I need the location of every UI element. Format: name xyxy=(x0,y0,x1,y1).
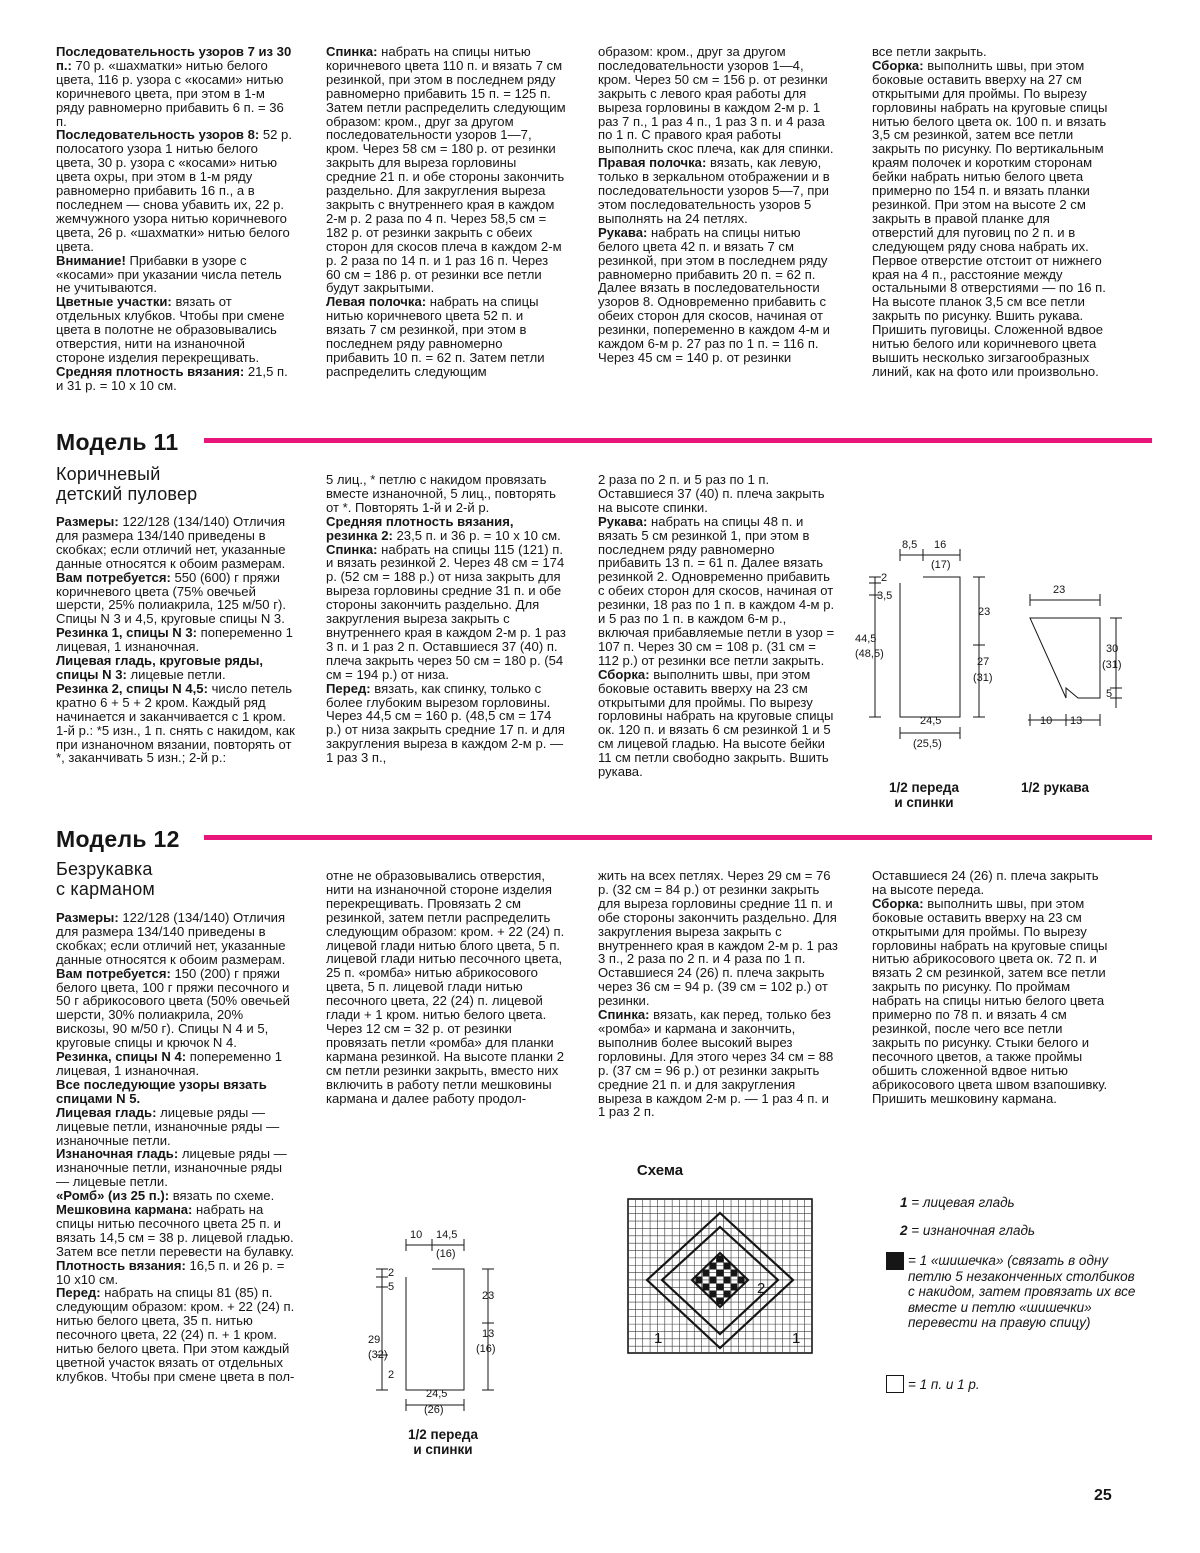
paragraph xyxy=(56,1189,296,1203)
paragraph xyxy=(326,869,566,1105)
d12-label-f: 23 xyxy=(482,1290,495,1302)
paragraph-text: 122/128 (134/140) Отличия для размера 134/140 приведены в скобках; если отличий нет, указанные данные относятся к обоим размерам. xyxy=(56,910,286,967)
model-12-front-pattern-diagram xyxy=(368,1225,508,1415)
paragraph xyxy=(56,1203,296,1259)
paragraph-heading: Перед: xyxy=(326,680,371,696)
paragraph-text: число петель кратно 6 + 5 + 2 кром. Каждый ряд начинается и заканчивается с 1 кром. 1-й р.: *5 изн., 1 п. снять с накидом, как при изнаночном вязании, повторять от *, заканчивать 5 изн.; 2-й р.: xyxy=(56,680,295,766)
model-12-subtitle-line1: Безрукавка xyxy=(56,859,153,879)
paragraph-text: вязать по схеме. xyxy=(169,1188,275,1204)
paragraph-heading: Правая полочка: xyxy=(598,155,707,171)
bobble-cell xyxy=(710,1291,717,1298)
paragraph-heading: Изнаночная гладь: xyxy=(56,1146,179,1162)
d11s-label-a: 23 xyxy=(1053,584,1066,596)
paragraph-heading: Спинка: xyxy=(326,44,378,59)
d11-label-a: 8,5 xyxy=(902,539,918,551)
d11-label-j: (31) xyxy=(973,672,993,684)
paragraph xyxy=(872,59,1112,379)
paragraph xyxy=(326,295,566,378)
model-12-column-4 xyxy=(872,869,1112,1144)
d12-label-i: 13 xyxy=(482,1328,495,1340)
paragraph-text: 23,5 п. и 36 р. = 10 х 10 см. xyxy=(392,527,561,543)
paragraph xyxy=(56,571,296,627)
paragraph-text: набрать на спицы нитью песочного цвета 25 п. и вязать 14,5 см = 38 р. лицевой гладью. Затем все петли перевести на булавку. xyxy=(56,1202,294,1259)
model-11-subtitle-line1: Коричневый xyxy=(56,464,161,484)
paragraph-text: выполнить швы, при этом боковые оставить вверху на 27 см открытыми для проймы. По вырезу горловины набрать на круговые спицы нитью белого цвета ок. 100 п. и вязать 3,5 см резинкой, затем все петли закрыть по рисунку. По вертикальным краям полочек и коротким сторонам бейки набрать нитью белого цвета примерно по 154 п. и вязать планки резинкой. При этом на высоте 2 см закрыть в правой планке для отверстий для пуговиц по 2 п. и в следующем ряду снова набрать их. Первое отверстие отстоит от нижнего края на 4 п., расстояние между остальными 8 отверстиями — по 16 п. На высоте планок 3,5 см все петли закрыть по рисунку. Вшить рукава. Пришить пуговицы. Сложенной вдвое нитью белого или коричневого цвета вышить несколько зигзагообразных линий, как на фото или произвольно. xyxy=(872,57,1108,379)
d12-label-l: 24,5 xyxy=(426,1388,448,1400)
paragraph-text: набрать на спицы нитью коричневого цвета 52 п. и вязать 7 см резинкой, при этом в последнем ряду равномерно прибавить 10 п. = 62 п. Затем петли распределить следующим xyxy=(326,294,545,379)
d12-label-b: 14,5 xyxy=(436,1229,458,1241)
paragraph-text: вязать, как перед, только без «ромба» и кармана и закончить, выполнив более высокий вырез горловины. Для этого через 34 см = 88 р. (37 см = 96 р.) от резинки закрыть средние 21 п. и для закругления выреза в каждом 2-м р. — 1 раз 4 п. и 1 раз 2 п. xyxy=(598,1007,834,1120)
model-11-sleeve-label: 1/2 рукава xyxy=(1021,780,1089,795)
paragraph-heading: Последовательность узоров 7 из 30 п.: xyxy=(56,44,292,73)
paragraph-text: вязать, как спинку, только с более глубоким вырезом горловины. Через 44,5 см = 160 р. (48,5 см = 174 р.) от низа закрыть средние 17 п. и для закругления выреза в каждом 2-м р. — 1 раз 3 п., xyxy=(326,680,565,766)
paragraph-text: лицевые петли. xyxy=(126,666,226,682)
model-11-front-pattern-diagram xyxy=(855,535,993,750)
d11s-label-e: 10 xyxy=(1040,715,1053,727)
paragraph-text: вязать, как левую, только в зеркальном отображении и в последовательности узоров 5—7, при этом последовательность узоров 5 выполнять на 24 петлях. xyxy=(598,155,830,226)
paragraph-heading: Вам потребуется: xyxy=(56,569,171,585)
model-11-column-1 xyxy=(56,515,296,810)
d12-label-e: 5 xyxy=(388,1281,395,1293)
rhombus-outer xyxy=(647,1213,793,1348)
paragraph-text: 550 (600) г пряжи коричневого цвета (75% овечьей шерсти, 25% полиакрила, 125 м/50 г). Спицы N 3 и 4,5, круговые спицы N 3. xyxy=(56,569,286,627)
d12-label-j: (16) xyxy=(476,1343,496,1355)
d11-label-l: (25,5) xyxy=(913,738,942,750)
bobble-cell xyxy=(703,1284,710,1291)
top-column-3 xyxy=(598,45,838,415)
d12-label-g: 29 xyxy=(368,1334,381,1346)
bobble-cell xyxy=(731,1284,738,1291)
paragraph-heading: Левая полочка: xyxy=(326,294,427,310)
rhombus-chart-outlines xyxy=(647,1213,793,1348)
paragraph-text: Оставшиеся 24 (26) п. плеча закрыть на высоте переда. xyxy=(872,868,1099,897)
legend-knit xyxy=(900,1195,1015,1211)
paragraph xyxy=(56,1050,296,1078)
paragraph xyxy=(56,1078,296,1106)
legend-bobble-text: = 1 «шишечка» (связать в одну петлю 5 незаконченных столбиков с накидом, затем провязать их все вместе и петлю «шишечки» перевести на правую спицу) xyxy=(908,1253,1136,1330)
model-12-subtitle xyxy=(56,859,155,899)
paragraph xyxy=(56,1286,296,1383)
scheme-title: Схема xyxy=(636,1162,684,1179)
model-11-subtitle-line2: детский пуловер xyxy=(56,484,198,504)
paragraph xyxy=(598,515,838,668)
bobble-cell xyxy=(717,1256,724,1263)
d11s-label-d: 5 xyxy=(1106,688,1113,700)
model-12-column-2 xyxy=(326,869,566,1144)
paragraph-text: все петли закрыть. xyxy=(872,44,987,59)
model-11-column-3 xyxy=(598,473,838,810)
model-12-title: Модель 12 xyxy=(56,824,190,854)
paragraph xyxy=(326,515,566,543)
paragraph-text: лицевые ряды — изнаночные петли, изнаночные ряды — лицевые петли. xyxy=(56,1146,287,1190)
paragraph-text: лицевые ряды — лицевые петли, изнаночные ряды — изнаночные петли. xyxy=(56,1104,280,1148)
paragraph-heading: Сборка: xyxy=(872,895,924,911)
paragraph xyxy=(56,295,296,365)
paragraph-text: выполнить швы, при этом боковые оставить вверху на 23 см открытыми для проймы. По вырезу горловины набрать на круговые спицы нитью абрикосового цвета ок. 72 п. и вязать 2 см резинкой, затем все петли закрыть по рисунку. По проймам набрать на спицы нитью белого цвета примерно по 78 п. и вязать 4 см резинкой, после чего все петли закрыть по рисунку. Стыки белого и песочного цветов, а также проймы обшить сложенной вдвое нитью абрикосового цвета швом взапошивку. Пришить мешковину кармана. xyxy=(872,895,1108,1106)
paragraph-heading: Сборка: xyxy=(872,57,924,73)
paragraph xyxy=(598,226,838,365)
paragraph xyxy=(56,515,296,571)
d11-label-e: 3,5 xyxy=(877,590,893,602)
rhombus-chart xyxy=(610,1185,830,1360)
paragraph-heading: Рукава: xyxy=(598,224,648,240)
paragraph-heading: Лицевая гладь, круговые ряды, спицы N 3: xyxy=(56,653,264,682)
d11-label-f: 23 xyxy=(978,606,991,618)
d11-label-g: 44,5 xyxy=(855,633,877,645)
legend-knit-number: 1 xyxy=(900,1195,908,1210)
paragraph xyxy=(326,473,566,515)
paragraph-text: набрать на спицы нитью коричневого цвета 110 п. и вязать 7 см резинкой, при этом в последнем ряду равномерно прибавить 15 п. = 125 п. Затем петли распределить следующим образом: кром., друг за другом последовательности узоров 1—7, кром. Через 58 см = 180 р. от резинки закрыть для выреза горловины средние 21 п. и обе стороны закончить раздельно. Для закругления выреза закрыть с внутреннего края в каждом 2-м р. 2 раза по 4 п. Через 58,5 см = 182 р. от резинки закрыть с обеих сторон для скосов плеча в каждом 2-м р. 2 раза по 14 п. и 1 раз 16 п. Через 60 см = 186 р. от резинки все петли будут закрытыми. xyxy=(326,44,566,296)
model-11-front-label xyxy=(884,780,964,810)
paragraph xyxy=(56,254,296,296)
paragraph-text: 16,5 п. и 26 р. = 10 х10 см. xyxy=(56,1257,285,1287)
paragraph-heading: Спинка: xyxy=(598,1007,650,1023)
scheme-mark-2: 2 xyxy=(757,1280,766,1297)
paragraph xyxy=(326,682,566,765)
bobble-cell xyxy=(717,1270,724,1277)
paragraph-text: 2 раза по 2 п. и 5 раз по 1 п. Оставшиеся 37 (40) п. плеча закрыть на высоте спинки. xyxy=(598,472,825,515)
paragraph-heading: Цветные участки: xyxy=(56,294,172,310)
paragraph-text: 70 р. «шахматки» нитью белого цвета, 116 р. узора с «косами» нитью коричневого цвета, при этом в 1-м ряду равномерно прибавить 6 п. = 36 п. xyxy=(56,57,284,129)
paragraph-heading: Рукава: xyxy=(598,513,648,529)
bobble-cell xyxy=(717,1284,724,1291)
paragraph xyxy=(56,1147,296,1189)
d12-label-k: 2 xyxy=(388,1369,395,1381)
paragraph-text: 52 р. полосатого узора 1 нитью белого цвета, 30 р. узора с «косами» нитью цвета охры, при этом в 1-м ряду равномерно прибавить 16 п., а в последнем — снова убавить их, 22 р. жемчужного узора нитью коричневого цвета, 26 р. «шахматки» нитью белого цвета. xyxy=(56,127,292,254)
bobble-cell xyxy=(710,1263,717,1270)
paragraph-heading: Размеры: xyxy=(56,514,119,529)
model-12-header xyxy=(56,824,1152,858)
d12-label-d: 2 xyxy=(388,1267,395,1279)
paragraph xyxy=(598,45,838,156)
paragraph-heading: Средняя плотность вязания: xyxy=(56,363,245,379)
paragraph xyxy=(56,1106,296,1148)
paragraph xyxy=(872,45,1112,59)
paragraph-text: 5 лиц., * петлю с накидом провязать вместе изнаночной, 5 лиц., повторять от *. Повторять 1-й и 2-й р. xyxy=(326,472,556,515)
paragraph-text: набрать на спицы 48 п. и вязать 5 см резинкой 1, при этом в последнем ряду равномерно прибавить 13 п. = 61 п. Далее вязать резинкой 2. Одновременно прибавить с обеих сторон для скосов, начиная от резинки, 18 раз по 1 п. в каждом 4-м р. и 5 раз по 1 п. в каждом 6-м р., включая прибавляемые петли в узор = 107 п. Через 30 см = 108 р. (31 см = 112 р.) от резинки все петли закрыть. xyxy=(598,513,835,668)
bobble-cell xyxy=(703,1270,710,1277)
model-12-subtitle-line2: с карманом xyxy=(56,879,156,899)
paragraph-heading: Резинка 2, спицы N 4,5: xyxy=(56,680,208,696)
paragraph-heading: Сборка: xyxy=(598,666,650,682)
bobble-cell xyxy=(717,1298,724,1305)
d11s-label-c: (31) xyxy=(1102,659,1122,671)
d11-label-i: 27 xyxy=(977,656,990,668)
paragraph xyxy=(56,1259,296,1287)
model-12-front-label-line2: и спинки xyxy=(413,1442,473,1457)
model-11-accent-bar xyxy=(204,438,1152,443)
paragraph-heading: Размеры: xyxy=(56,910,119,925)
top-column-2 xyxy=(326,45,566,415)
model-12-accent-bar xyxy=(204,835,1152,840)
paragraph-text: жить на всех петлях. Через 29 см = 76 р. (32 см = 84 р.) от резинки закрыть для выреза горловины средние 11 п. и обе стороны закончить раздельно. Для закругления выреза закрыть с внутреннего края в каждом 2-м р. 1 раз 3 п., 2 раза по 2 п. и 4 раза по 1 п. Оставшиеся 24 (26) п. плеча закрыть через 36 см = 94 р. (39 см = 102 р.) от резинки. xyxy=(598,868,838,1009)
paragraph-text: выполнить швы, при этом боковые оставить вверху на 23 см открытыми для проймы. По вырезу горловины набрать на круговые спицы ок. 120 п. и вязать 6 см резинкой 1 и 5 см лицевой гладью. На высоте бейки 11 см петли свободно закрыть. Вшить рукава. xyxy=(598,666,834,780)
model-12-column-3 xyxy=(598,869,838,1144)
legend-purl-text: = изнаночная гладь xyxy=(907,1223,1036,1238)
d11-label-c: (17) xyxy=(931,559,951,571)
paragraph-heading: Вам потребуется: xyxy=(56,965,171,981)
paragraph-heading: Перед: xyxy=(56,1285,101,1301)
paragraph xyxy=(598,869,838,1008)
paragraph xyxy=(56,967,296,1050)
paragraph xyxy=(326,45,566,295)
paragraph-heading: Все последующие узоры вязать спицами N 5. xyxy=(56,1076,267,1106)
model-11-front-label-line1: 1/2 переда xyxy=(888,780,959,795)
page-number: 25 xyxy=(1094,1487,1112,1504)
model-12-front-label-line1: 1/2 переда xyxy=(407,1427,478,1442)
model-12-column-1 xyxy=(56,911,296,1471)
paragraph xyxy=(56,654,296,682)
scheme-mark-1-right: 1 xyxy=(792,1330,801,1347)
paragraph-heading: Спинка: xyxy=(326,541,378,557)
scheme-mark-1-left: 1 xyxy=(654,1330,663,1347)
model-11-title: Модель 11 xyxy=(56,427,188,457)
paragraph xyxy=(56,682,296,765)
bobble-cell xyxy=(724,1263,731,1270)
paragraph xyxy=(598,1008,838,1119)
d12-label-h: (32) xyxy=(368,1349,388,1361)
paragraph-text: Прибавки в узоре с «косами» при указании числа петель не учитываются. xyxy=(56,252,282,296)
paragraph-heading: Последовательность узоров 8: xyxy=(56,127,260,143)
paragraph-heading: Средняя плотность вязания, резинка 2: xyxy=(326,513,514,543)
model-11-column-2 xyxy=(326,473,566,810)
paragraph-text: попеременно 1 лицевая, 1 изнаночная. xyxy=(56,1049,283,1078)
paragraph-heading: Плотность вязания: xyxy=(56,1257,186,1273)
paragraph xyxy=(326,543,566,682)
legend-purl xyxy=(900,1223,1035,1239)
model-11-sleeve-pattern-diagram xyxy=(1018,580,1128,730)
model-11-front-label-line2: и спинки xyxy=(894,795,954,810)
paragraph-heading: Резинка 1, спицы N 3: xyxy=(56,625,198,641)
paragraph xyxy=(56,128,296,253)
paragraph-heading: Мешковина кармана: xyxy=(56,1202,193,1218)
paragraph xyxy=(56,626,296,654)
legend-cell-text: = 1 п. и 1 р. xyxy=(908,1377,980,1392)
bobble-cell xyxy=(738,1277,745,1284)
paragraph xyxy=(598,156,838,226)
d11-label-b: 16 xyxy=(934,539,947,551)
paragraph-heading: «Ромб» (из 25 п.): xyxy=(56,1188,170,1204)
paragraph-text: образом: кром., друг за другом последовательности узоров 1—4, кром. Через 50 см = 156 р. от резинки закрыть с левого края работы для выреза горловины в каждом 2-м р. 1 раз 7 п., 1 раз 4 п., 1 раз 3 п. и 4 раза по 1 п. С правого края работы выполнить скос плеча, как для спинки. xyxy=(598,44,834,157)
paragraph-text: попеременно 1 лицевая, 1 изнаночная. xyxy=(56,625,293,655)
paragraph-heading: Резинка, спицы N 4: xyxy=(56,1049,187,1065)
paragraph xyxy=(56,365,296,393)
paragraph-text: набрать на спицы 115 (121) п. и вязать резинкой 2. Через 48 см = 174 р. (52 см = 188 р.) от низа закрыть для выреза горловины средние 31 п. и обе стороны закончить раздельно. Для закругления выреза закрыть с внутреннего края в каждом 2-м р. 1 раз 3 п. и 1 раз 2 п. Оставшиеся 37 (40) п. плеча закрыть через 50 см = 180 р. (54 см = 194 р.) от низа. xyxy=(326,541,566,682)
bobble-cell xyxy=(710,1277,717,1284)
model-12-front-label xyxy=(398,1427,488,1457)
paragraph-text: 150 (200) г пряжи белого цвета, 100 г пряжи песочного и 50 г абрикосового цвета (50% овечьей шерсти, 30% полиакрила, 20% вискозы, 90 м/50 г). Спицы N 4 и 5, круговые спицы и крючок N 4. xyxy=(56,965,290,1051)
model-11-subtitle xyxy=(56,464,197,504)
paragraph xyxy=(56,911,296,967)
paragraph-text: 122/128 (134/140) Отличия для размера 134/140 приведены в скобках; если отличий нет, указанные данные относятся к обоим размерам. xyxy=(56,514,286,571)
model-11-header xyxy=(56,427,1152,461)
paragraph xyxy=(872,869,1112,897)
paragraph-text: вязать от отдельных клубков. Чтобы при смене цвета в полотне не образовывались отверстия, нити на изнаночной стороне изделия перекрещивать. xyxy=(56,294,285,365)
bobble-cell xyxy=(696,1277,703,1284)
d11s-label-f: 13 xyxy=(1070,715,1083,727)
d11-label-h: (48,5) xyxy=(855,648,884,660)
bobble-cell xyxy=(724,1291,731,1298)
empty-cell-symbol-icon xyxy=(886,1375,904,1393)
d11-label-d: 2 xyxy=(881,572,888,584)
paragraph xyxy=(598,473,838,515)
bobble-cell xyxy=(731,1270,738,1277)
legend-knit-text: = лицевая гладь xyxy=(907,1195,1015,1210)
paragraph-heading: Лицевая гладь: xyxy=(56,1104,157,1120)
paragraph-text: 21,5 п. и 31 р. = 10 х 10 см. xyxy=(56,363,288,393)
d12-label-c: (16) xyxy=(436,1248,456,1260)
top-column-1 xyxy=(56,45,296,415)
paragraph xyxy=(598,668,838,779)
paragraph-heading: Внимание! xyxy=(56,252,126,268)
d12-label-a: 10 xyxy=(410,1229,423,1241)
paragraph-text: набрать на спицы нитью белого цвета 42 п. и вязать 7 см резинкой, при этом в последнем ряду равномерно прибавить 20 п. = 62 п. Далее вязать в последовательности узоров 8. Одновременно прибавить с обеих сторон для скосов, начиная от резинки, попеременно в каждом 4-м и каждом 6-м р. 27 раз по 1 п. = 116 п. Через 45 см = 140 р. от резинки xyxy=(598,224,830,365)
paragraph xyxy=(56,45,296,128)
paragraph-text: набрать на спицы 81 (85) п. следующим образом: кром. + 22 (24) п. нитью белого цвета, 35 п. нитью песочного цвета, 22 (24) п. + 1 кром. нитью белого цвета. При этом каждый цветной участок вязать от отдельных клубков. Чтобы при смене цвета в пол- xyxy=(56,1285,295,1384)
legend-purl-number: 2 xyxy=(900,1223,908,1238)
bobble-symbol-icon xyxy=(886,1252,904,1270)
paragraph-text: отне не образовывались отверстия, нити на изнаночной стороне изделия перекрещивать. Провязать 2 см резинкой, затем петли распределить следующим образом: кром. + 22 (24) п. лицевой глади нитью блого цвета, 5 п. лицевой глади нитью песочного цвета, 25 п. «ромба» нитью абрикосового цвета, 5 п. лицевой глади нитью песочного цвета, 22 (24) п. лицевой глади + 1 кром. нитью белого цвета. Через 12 см = 32 р. от резинки провязать петли «ромба» для планки кармана резинкой. На высоте планки 2 см петли резинки закрыть, вместо них включить в работу петли мешковины кармана и далее работу продол- xyxy=(326,868,565,1106)
bobble-cell xyxy=(724,1277,731,1284)
d11-label-k: 24,5 xyxy=(920,715,942,727)
d11s-label-b: 30 xyxy=(1106,643,1119,655)
d12-label-m: (26) xyxy=(424,1404,444,1416)
paragraph xyxy=(872,897,1112,1106)
top-column-4 xyxy=(872,45,1112,435)
